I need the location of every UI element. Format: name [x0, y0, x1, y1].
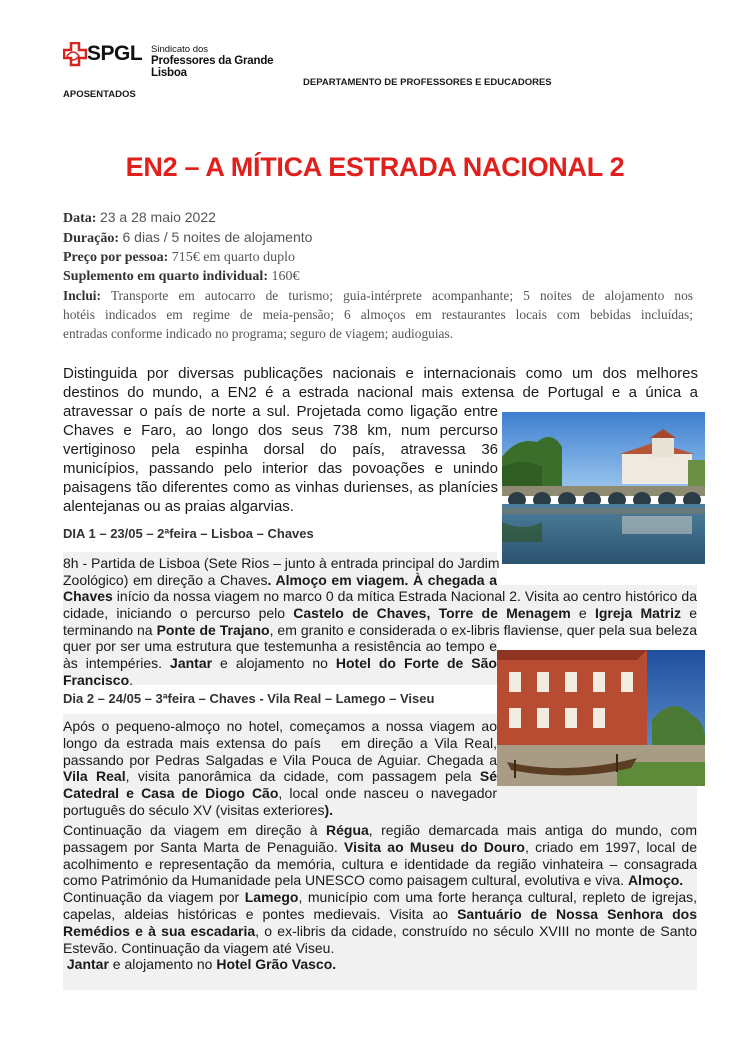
- trip-info: [63, 208, 693, 343]
- text-run: .: [129, 671, 134, 688]
- text-run: Remédios e à sua escadaria: [63, 922, 256, 939]
- text-run: Chaves: [63, 588, 113, 604]
- text-run: , criado em 1997, local de: [525, 838, 698, 855]
- day1-heading: DIA 1 – 23/05 – 2ªfeira – Lisboa – Chaves: [63, 526, 314, 541]
- day2-line: [63, 768, 497, 785]
- page-title: EN2 – A MÍTICA ESTRADA NACIONAL 2: [125, 152, 625, 182]
- text-run: Francisco: [63, 671, 130, 688]
- text-run: português do século XV (visitas exteriores: [63, 801, 325, 818]
- text-run: e alojamento no: [212, 654, 336, 671]
- includes-line-3: entradas conforme indicado no programa; seguro de viagem; audioguias.: [63, 326, 454, 341]
- price-value: 715€ em quarto duplo: [171, 250, 296, 265]
- day1-line: quer por ser uma estrutura que testemunha a resistência ao tempo e: [63, 638, 497, 654]
- text-run: capelas, aldeias históricas e pontes medievais. Visita ao: [63, 905, 458, 922]
- department-line-2: APOSENTADOS: [63, 89, 136, 100]
- text-run: Ponte de Trajano: [156, 621, 270, 638]
- text-run: Lamego: [244, 889, 299, 906]
- includes-line-2: hotéis indicados em regime de meia-pensão; 6 almoços em restaurantes locais com bebidas incluídas;: [63, 307, 693, 322]
- day1-paragraph-c: [63, 638, 497, 688]
- price-label: Preço por pessoa:: [63, 250, 169, 265]
- day2-line: [63, 923, 697, 940]
- text-run: , visita panorâmica da cidade, com passagem pela: [125, 768, 480, 785]
- text-run: início da nossa viagem no marco 0 da mítica Estrada Nacional 2. Visita ao centro histórico da: [112, 588, 697, 604]
- text-run: Continuação da viagem em direção à: [63, 822, 326, 838]
- text-run: Jantar: [66, 956, 109, 973]
- bridge-photo: [502, 412, 705, 564]
- day1-line: 8h - Partida de Lisboa (Sete Rios – junto à entrada principal do Jardim: [63, 555, 500, 571]
- intro-line: vertiginoso pela espinha dorsal do país, atravessa 36: [63, 441, 498, 458]
- date-label: Data:: [63, 211, 97, 226]
- day1-paragraph-a: [63, 555, 500, 589]
- text-run: , local onde nasceu o navegador: [278, 785, 498, 802]
- day2-line: [63, 889, 697, 906]
- day1-line: [63, 622, 697, 639]
- text-run: Almoço.: [627, 872, 684, 889]
- text-run: Jantar: [170, 654, 213, 671]
- text-run: . Almoço em viagem. À chegada a: [267, 571, 497, 588]
- day2-line: longo da estrada mais extensa do país em direção a Vila Real,: [63, 734, 497, 751]
- spgl-logo: [63, 42, 303, 79]
- intro-line: Chaves e Faro, ao longo dos seus 738 km, num percurso: [63, 422, 498, 439]
- duration-value: 6 dias / 5 noites de alojamento: [122, 229, 313, 245]
- day2-line: [63, 906, 697, 923]
- intro-line: alentejanas ou as praias algarvias.: [63, 498, 294, 515]
- text-run: Hotel Grão Vasco.: [216, 956, 337, 973]
- day2-line: acolhimento e representação da memória, cultura e identidade da região vinhateira – consagrada: [63, 855, 697, 872]
- supplement-value: 160€: [271, 269, 300, 284]
- day2-paragraph-a: [63, 718, 497, 819]
- day2-heading: Dia 2 – 24/05 – 3ªfeira – Chaves - Vila Real – Lamego – Viseu: [63, 691, 435, 706]
- text-run: Castelo de Chaves, Torre de Menagem: [293, 604, 571, 621]
- text-run: , município com uma forte herança cultural, repleto de igrejas,: [298, 889, 697, 906]
- text-run: e: [570, 604, 595, 621]
- logo-cross-icon: [63, 42, 87, 72]
- intro-line: destinos do mundo, a EN2 é a estrada nacional mais extensa de Portugal e a única a: [63, 384, 698, 401]
- museum-photo: [497, 650, 705, 786]
- day2-line: [63, 872, 697, 889]
- info-duration: [63, 228, 693, 248]
- day2-line: [63, 956, 697, 973]
- supplement-label: Suplemento em quarto individual:: [63, 269, 268, 284]
- day2-paragraph-b: [63, 822, 697, 973]
- text-run: às intempéries.: [63, 654, 171, 671]
- text-run: , em granito e considerada o ex-libris flaviense, quer pela sua beleza: [269, 621, 697, 638]
- text-run: Régua: [326, 822, 369, 838]
- text-run: terminando na: [63, 621, 157, 638]
- text-run: Vila Real: [63, 768, 126, 785]
- text-run: Sé: [479, 768, 497, 785]
- logo-subtitle-1: Sindicato dos: [151, 44, 209, 55]
- text-run: como Património da Humanidade pela UNESCO como paisagem cultural, evolutiva e viva.: [63, 872, 628, 889]
- day1-line: [63, 588, 697, 605]
- includes-label: Inclui:: [63, 288, 101, 303]
- text-run: Igreja Matriz: [594, 604, 681, 621]
- text-run: e alojamento no: [108, 956, 217, 973]
- department-line-1: DEPARTAMENTO DE PROFESSORES E EDUCADORES: [303, 77, 552, 88]
- text-run: Continuação da viagem por: [63, 889, 245, 906]
- text-run: e: [680, 604, 697, 621]
- includes-line-1: Transporte em autocarro de turismo; guia-intérprete acompanhante; 5 noites de alojamento nos: [110, 288, 694, 303]
- text-run: Catedral e Casa de Diogo Cão: [63, 785, 279, 802]
- text-run: passagem por Santa Marta de Penaguião.: [63, 838, 344, 855]
- info-includes: [63, 286, 693, 343]
- logo-text: SPGL: [87, 42, 143, 65]
- day1-paragraph-b: [63, 588, 697, 638]
- day2-line: [63, 839, 697, 856]
- intro-line: paisagens tão diferentes como as vinhas durienses, as planícies: [63, 479, 498, 496]
- text-run: Zoológico) em direção a Chaves: [63, 571, 268, 588]
- text-run: Visita ao Museu do Douro: [343, 838, 525, 855]
- logo-subtitle-2: Professores da Grande Lisboa: [151, 55, 274, 79]
- day2-line: Após o pequeno-almoço no hotel, começamos a nossa viagem ao: [63, 718, 497, 734]
- text-run: ).: [324, 801, 334, 818]
- day2-line: [63, 822, 697, 839]
- day2-line: passando por Pedras Salgadas e Vila Pouca de Aguiar. Chegada a: [63, 751, 497, 768]
- text-run: Santuário de Nossa Senhora dos: [457, 905, 697, 922]
- intro-line: atravessar o país de norte a sul. Projetada como ligação entre: [63, 403, 498, 420]
- day1-line: [63, 572, 497, 589]
- day1-line: [63, 655, 497, 672]
- day1-line: [63, 605, 697, 622]
- day2-line: [63, 802, 497, 819]
- day1-line: [63, 672, 497, 689]
- intro-line: Distinguida por diversas publicações nacionais e internacionais como um dos melhores: [63, 365, 698, 382]
- text-run: cidade, iniciando o percurso pelo: [63, 604, 294, 621]
- info-supplement: [63, 267, 693, 286]
- day2-line: Estevão. Continuação da viagem até Viseu.: [63, 939, 335, 956]
- text-run: , região demarcada mais antiga do mundo, com: [368, 822, 698, 838]
- info-date: [63, 208, 693, 228]
- day2-line: [63, 785, 497, 802]
- intro-line: municípios, passando pelo interior das povoações e unindo: [63, 460, 498, 477]
- text-run: , o ex-libris da cidade, construído no século XVIII no monte de Santo: [255, 922, 697, 939]
- date-value: 23 a 28 maio 2022: [99, 209, 216, 225]
- duration-label: Duração:: [63, 231, 119, 246]
- text-run: Hotel do Forte de São: [335, 654, 497, 671]
- info-price: [63, 248, 693, 267]
